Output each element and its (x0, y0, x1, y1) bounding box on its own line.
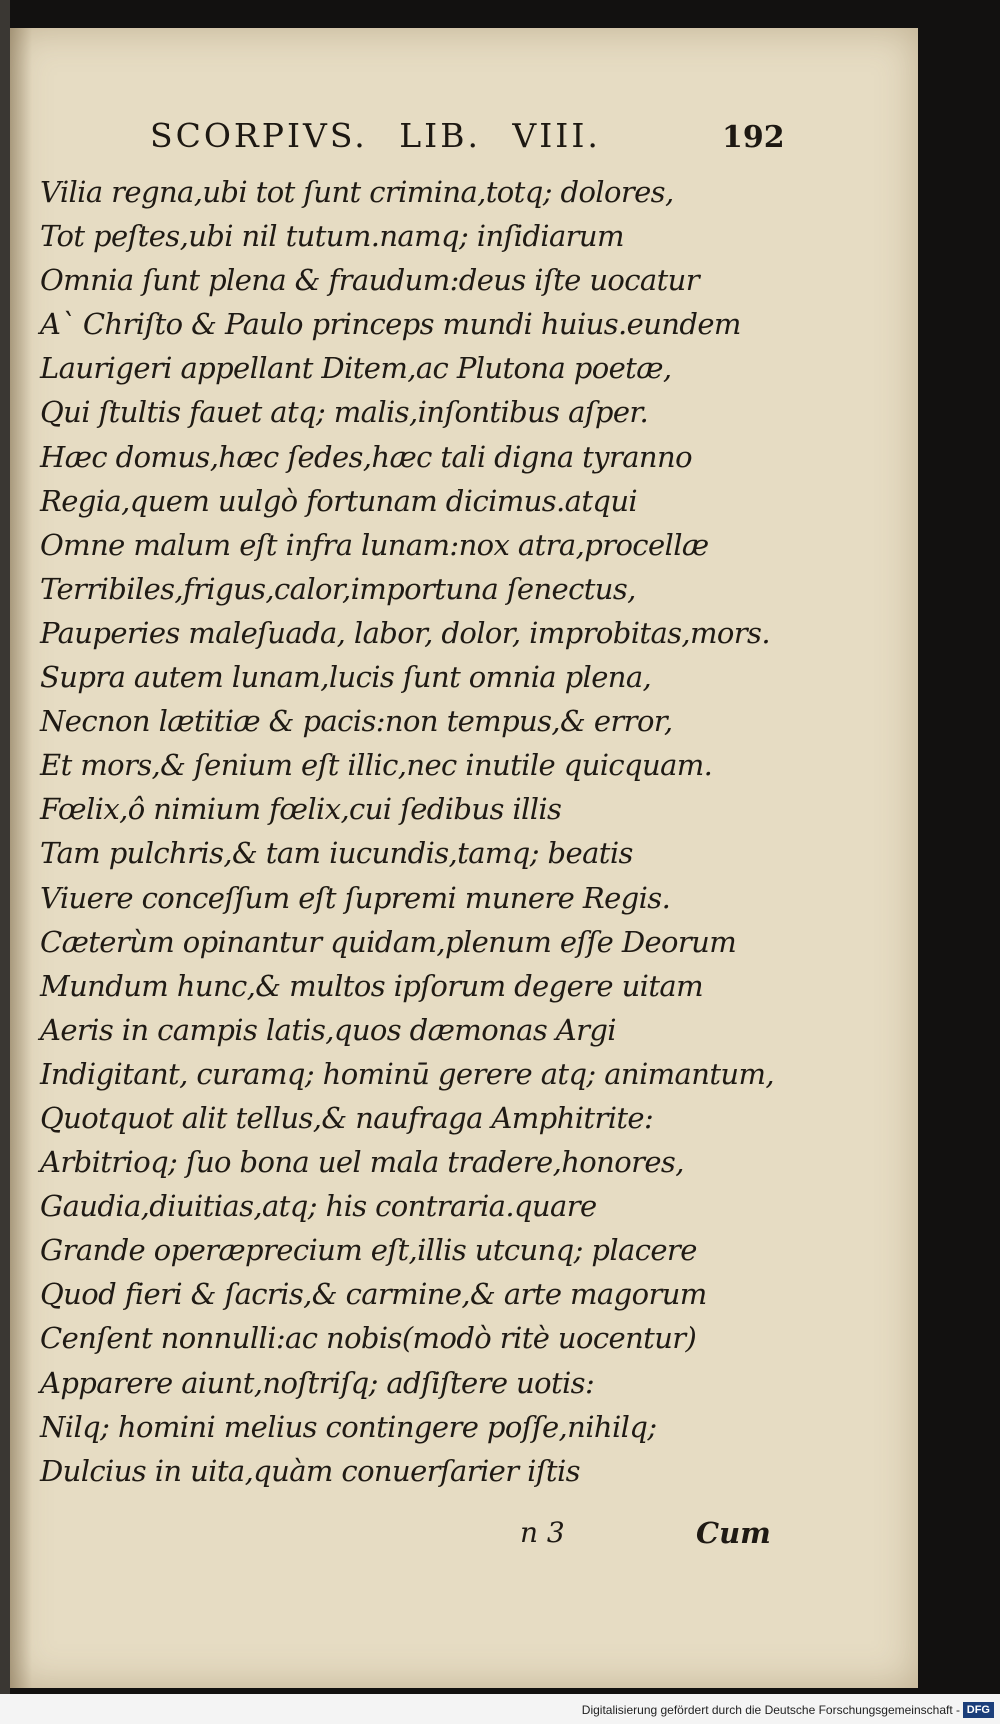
signature-mark: n 3 (520, 1516, 565, 1549)
text-line: Omne malum eſt infra lunam:nox atra,procellæ (40, 527, 709, 562)
text-line: Regia,quem uulgò fortunam dicimus.atqui (40, 483, 638, 518)
page-number: 192 (722, 120, 785, 155)
text-line: Omnia ſunt plena & fraudum:deus iſte uocatur (40, 263, 699, 298)
text-line: Apparere aiunt,noſtriſq; adſiſtere uotis: (40, 1365, 595, 1400)
text-line: Aeris in campis latis,quos dæmonas Argi (40, 1012, 616, 1047)
text-line: Supra autem lunam,lucis ſunt omnia plena, (40, 660, 652, 695)
text-line: Vilia regna,ubi tot ſunt crimina,totq; dolores, (40, 175, 674, 209)
text-line: Et mors,& ſenium eſt illic,nec inutile quicquam. (40, 748, 713, 783)
text-line: Laurigeri appellant Ditem,ac Plutona poetæ, (40, 351, 672, 386)
text-line: Hæc domus,hæc ſedes,hæc tali digna tyranno (40, 439, 692, 474)
text-line: Quod fieri & ſacris,& carmine,& arte magorum (40, 1277, 707, 1312)
text-line: Tam pulchris,& tam iucundis,tamq; beatis (40, 836, 633, 871)
text-line: Quotquot alit tellus,& naufraga Amphitrite: (40, 1100, 654, 1135)
text-line: Viuere conceſſum eſt ſupremi munere Regis. (40, 880, 671, 915)
text-line: Qui ſtultis fauet atq; malis,inſontibus aſper. (40, 395, 649, 430)
text-line: Terribiles,frigus,calor,importuna ſenectus, (40, 571, 636, 606)
text-line: Fœlix,ô nimium fœlix,cui ſedibus illis (40, 792, 562, 827)
text-line: Indigitant, curamq; hominū gerere atq; animantum, (40, 1056, 774, 1091)
text-line: Pauperies maleſuada, labor, dolor, improbitas,mors. (40, 615, 770, 650)
text-line: Dulcius in uita,quàm conuerſarier iſtis (40, 1453, 580, 1488)
catchword: Cum (696, 1516, 771, 1550)
funding-note: Digitalisierung gefördert durch die Deutsche Forschungsgemeinschaft - (581, 1703, 960, 1717)
text-line: Gaudia,diuitias,atq; his contraria.quare (40, 1189, 597, 1224)
text-line: Cæterùm opinantur quidam,plenum eſſe Deorum (40, 924, 737, 959)
funding-footer (0, 1694, 1000, 1724)
text-line: Arbitrioq; ſuo bona uel mala tradere,honores, (40, 1145, 684, 1180)
running-head: SCORPIVS. LIB. VIII. (150, 116, 601, 155)
text-line: A` Chriſto & Paulo princeps mundi huius.eundem (40, 307, 741, 342)
text-line: Necnon lætitiæ & pacis:non tempus,& error, (40, 704, 673, 739)
left-binding-strip (0, 0, 10, 1724)
text-line: Cenſent nonnulli:ac nobis(modò ritè uocentur) (40, 1321, 697, 1356)
text-line: Grande operæprecium eſt,illis utcunq; placere (40, 1233, 697, 1268)
dfg-logo-icon: DFG (963, 1702, 994, 1718)
text-block (40, 170, 840, 1493)
text-line: Nilq; homini melius contingere poſſe,nihilq; (40, 1409, 657, 1444)
book-page (10, 28, 918, 1688)
text-line: Mundum hunc,& multos ipſorum degere uitam (40, 968, 703, 1003)
text-line: Tot peſtes,ubi nil tutum.namq; inſidiarum (40, 219, 624, 254)
